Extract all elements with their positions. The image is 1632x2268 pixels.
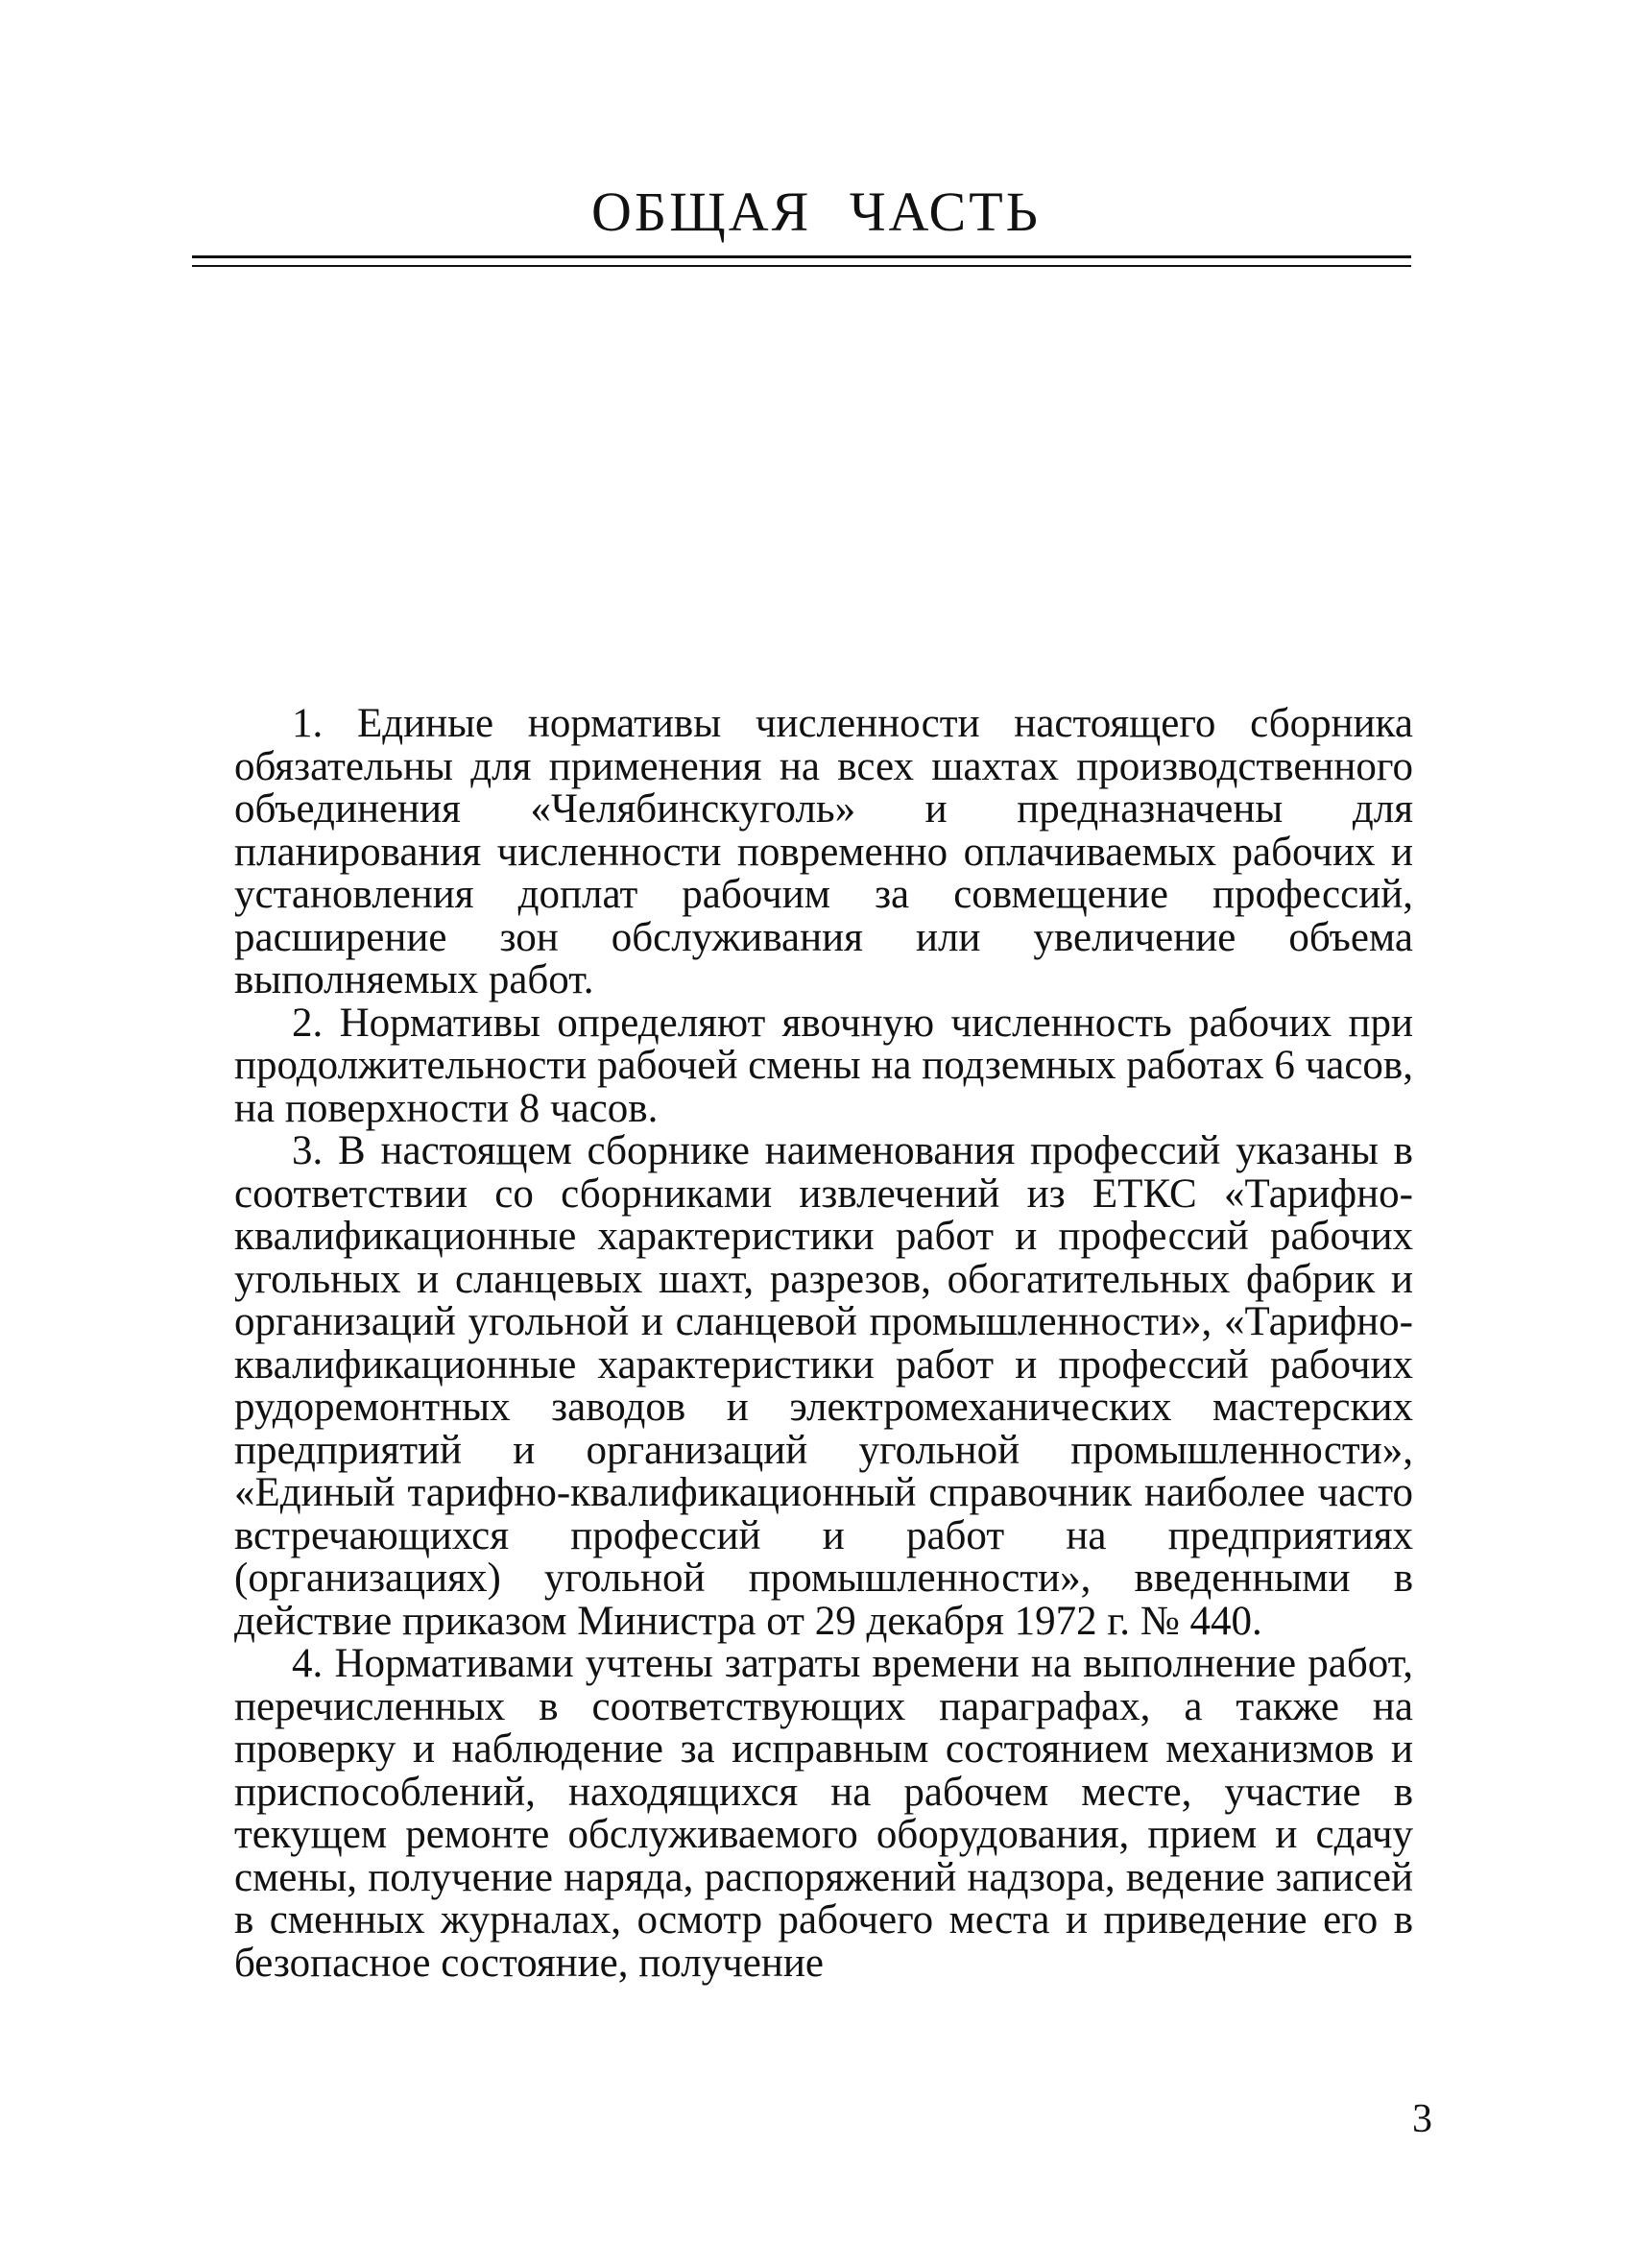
paragraph-4: 4. Нормативами учтены затраты времени на выполнение работ, перечисленных в соответствующих параграфах, а также на проверку и наблюдение за исправным состоянием механизмов и приспособлений, находящихся на рабочем месте, участие в текущем ремонте обслуживаемого оборудования, прием и сдачу смены, получение наряда, распоряжений надзора, ведение записей в сменных журналах, осмотр рабочего места и приведение его в безопасное состояние, получение — [234, 1641, 1413, 1986]
paragraph-2: 2. Нормативы определяют явочную численность рабочих при продолжительности рабочей смены на подземных работах 6 часов, на поверхности 8 часов. — [234, 1000, 1413, 1131]
body-text — [234, 703, 1413, 1985]
title-rule-bottom — [192, 265, 1411, 267]
title-rule-top — [192, 255, 1411, 258]
page-number: 3 — [1412, 2097, 1432, 2141]
paragraph-3: 3. В настоящем сборнике наименования профессий указаны в соответствии со сборниками извлечений из ЕТКС «Тарифно-квалификационные характеристики работ и профессий рабочих угольных и сланцевых шахт, разрезов, обогатительных фабрик и организаций угольной и сланцевой промышленности», «Тарифно-квалификационные характеристики работ и профессий рабочих рудоремонтных заводов и электромеханических мастерских предприятий и организаций угольной промышленности», «Единый тарифно-квалификационный справочник наиболее часто встречающихся профессий и работ на предприятиях (организациях) угольной промышленности», введенными в действие приказом Министра от 29 декабря 1972 г. № 440. — [234, 1128, 1413, 1644]
paragraph-1: 1. Единые нормативы численности настоящего сборника обязательны для применения на всех шахтах производственного объединения «Челябинскуголь» и предназначены для планирования численности повременно оплачиваемых рабочих и установления доплат рабочим за совмещение профессий, расширение зон обслуживания или увеличение объема выполняемых работ. — [234, 701, 1413, 1002]
page-title: ОБЩАЯ ЧАСТЬ — [591, 181, 1041, 243]
